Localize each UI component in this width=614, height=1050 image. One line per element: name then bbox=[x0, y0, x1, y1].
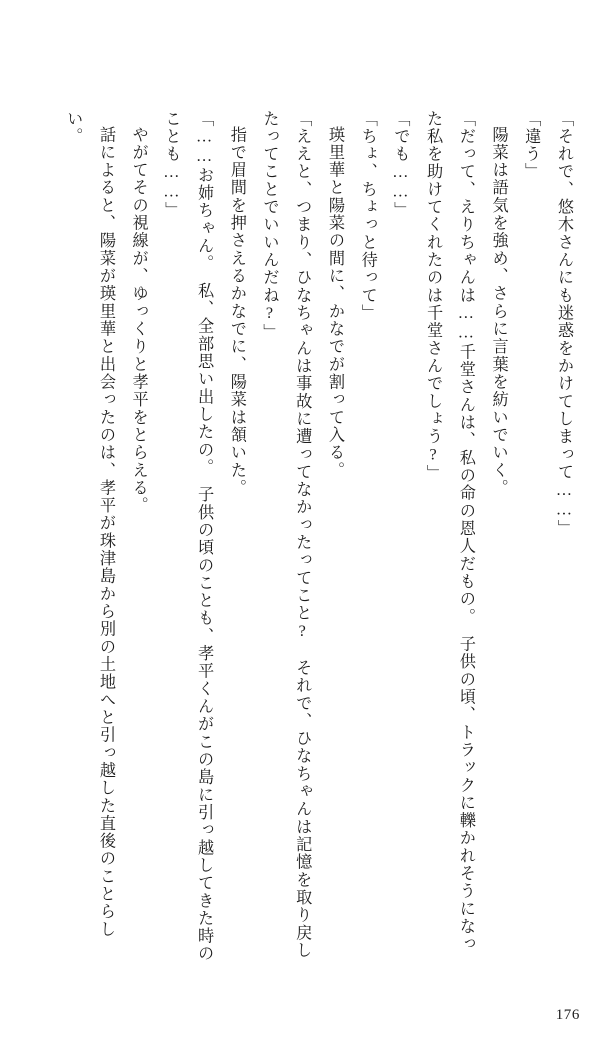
paragraph: 「だって、えりちゃんは……千堂さんは、私の命の恩人だもの。 子供の頃、トラックに轢かれそうになった私を助けてくれたのは千堂さんでしょう?」 bbox=[424, 110, 475, 954]
paragraph: やがてその視線が、ゆっくりと孝平をとらえる。 bbox=[129, 126, 148, 515]
page-number: 176 bbox=[555, 1007, 580, 1023]
paragraph: 「ええと、つまり、ひなちゃんは事故に遭ってなかったってこと? それで、ひなちゃんは記憶を取り戻したってことでいいんだね?」 bbox=[260, 110, 312, 960]
paragraph: 「違う」 bbox=[522, 110, 541, 181]
paragraph: 「でも……」 bbox=[391, 110, 410, 220]
paragraph: 「……お姉ちゃん。 私、全部思い出したの。 子供の頃のことも、孝平くんがこの島に引っ越してきた時のことも……」 bbox=[162, 110, 214, 963]
paragraph: 陽菜は語気を強め、さらに言葉を紡いでいく。 bbox=[489, 126, 508, 498]
paragraph: 話によると、陽菜が瑛里華と出会ったのは、孝平が珠津島から別の土地へと引っ越した直後のことらしい。 bbox=[64, 110, 115, 939]
paragraph: 瑛里華と陽菜の間に、かなでが割って入る。 bbox=[325, 126, 344, 480]
novel-body-text bbox=[52, 110, 580, 970]
paragraph: 指で眉間を押さえるかなでに、陽菜は頷いた。 bbox=[227, 126, 246, 498]
paragraph: 「それで、悠木さんにも迷惑をかけてしまって……」 bbox=[555, 110, 573, 538]
paragraph: 「ちょ、ちょっと待って」 bbox=[358, 110, 377, 322]
